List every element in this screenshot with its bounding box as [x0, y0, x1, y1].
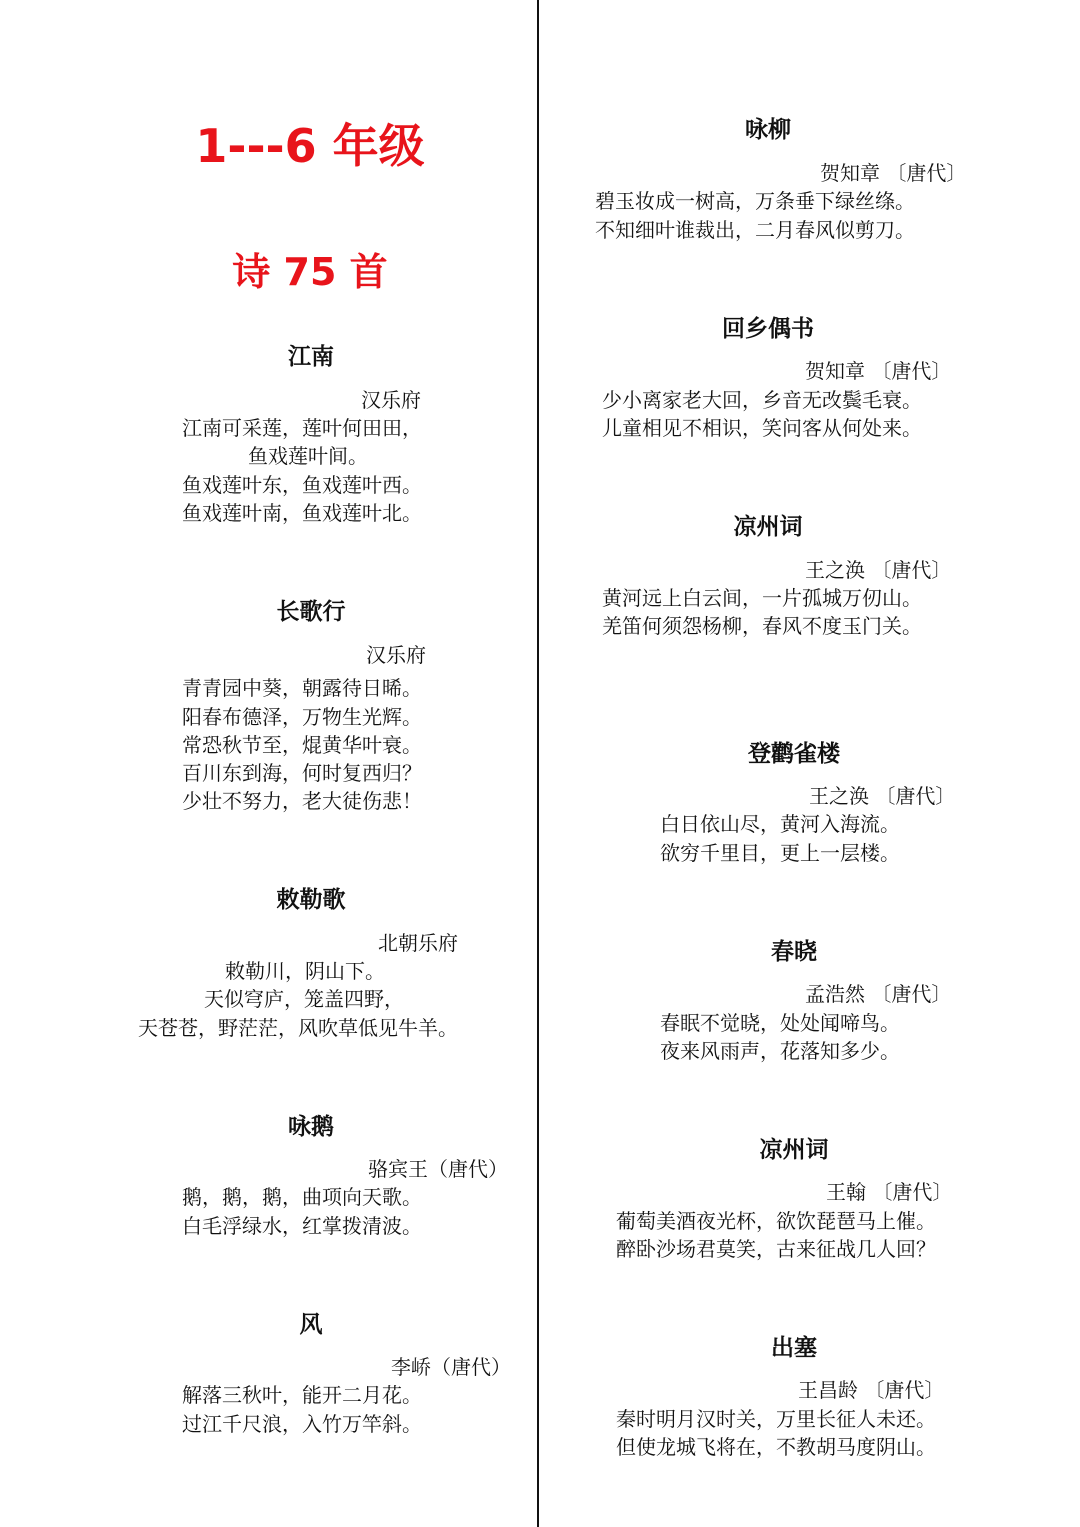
poem-line: 不知细叶谁裁出，二月春风似剪刀。	[595, 218, 915, 242]
poem-line: 阳春布德泽，万物生光辉。	[182, 705, 422, 729]
poem-line: 黄河远上白云间，一片孤城万仞山。	[602, 586, 922, 610]
poem-line: 天苍苍，野茫茫，风吹草低见牛羊。	[138, 1016, 458, 1040]
poem-title: 咏柳	[745, 117, 791, 143]
poem-title: 江南	[288, 344, 334, 370]
poem-title: 登鹳雀楼	[748, 741, 840, 767]
poem-title: 敕勒歌	[276, 887, 346, 913]
poem-title: 春晓	[771, 939, 817, 965]
poem-author: 贺知章 〔唐代〕	[820, 161, 967, 185]
poem-line: 少壮不努力，老大徒伤悲！	[182, 789, 422, 813]
poem-author: 王昌龄 〔唐代〕	[798, 1378, 945, 1402]
poem-author: 李峤（唐代）	[391, 1355, 511, 1379]
poem-line: 解落三秋叶，能开二月花。	[182, 1383, 422, 1407]
poem-line: 但使龙城飞将在，不教胡马度阴山。	[616, 1435, 936, 1459]
poem-line: 百川东到海，何时复西归？	[182, 761, 422, 785]
poem-count-heading: 诗 75 首	[232, 250, 388, 294]
poem-line: 青青园中葵，朝露待日晞。	[182, 676, 422, 700]
poem-line: 鹅，鹅，鹅，曲项向天歌。	[182, 1185, 422, 1209]
grade-heading: 1---6 年级	[195, 119, 425, 173]
poem-line: 白日依山尽，黄河入海流。	[660, 812, 900, 836]
poem-author: 汉乐府	[361, 388, 421, 412]
poem-line: 醉卧沙场君莫笑，古来征战几人回？	[616, 1237, 936, 1261]
poem-line: 秦时明月汉时关，万里长征人未还。	[616, 1407, 936, 1431]
poem-line: 天似穹庐，笼盖四野，	[204, 987, 404, 1011]
poem-title: 出塞	[771, 1335, 817, 1361]
column-divider	[537, 0, 539, 1527]
poem-title: 长歌行	[276, 599, 346, 625]
poem-author: 汉乐府	[366, 643, 426, 667]
poem-title: 回乡偶书	[722, 316, 814, 342]
poem-author: 贺知章 〔唐代〕	[805, 359, 952, 383]
poem-line: 夜来风雨声，花落知多少。	[660, 1039, 900, 1063]
poem-title: 咏鹅	[288, 1114, 334, 1140]
poem-author: 王翰 〔唐代〕	[826, 1180, 953, 1204]
poem-line: 羌笛何须怨杨柳，春风不度玉门关。	[602, 614, 922, 638]
poem-line: 春眠不觉晓，处处闻啼鸟。	[660, 1011, 900, 1035]
poem-line: 欲穷千里目，更上一层楼。	[660, 841, 900, 865]
poem-line: 鱼戏莲叶间。	[248, 444, 368, 468]
poem-title: 凉州词	[733, 514, 803, 540]
poem-line: 鱼戏莲叶南，鱼戏莲叶北。	[182, 501, 422, 525]
poem-author: 骆宾王（唐代）	[368, 1157, 508, 1181]
poem-author: 孟浩然 〔唐代〕	[805, 982, 952, 1006]
poem-line: 少小离家老大回，乡音无改鬓毛衰。	[602, 388, 922, 412]
poem-author: 王之涣 〔唐代〕	[809, 784, 956, 808]
poem-author: 王之涣 〔唐代〕	[805, 558, 952, 582]
poem-line: 白毛浮绿水，红掌拨清波。	[182, 1214, 422, 1238]
poem-title: 风	[299, 1312, 323, 1338]
poem-line: 碧玉妆成一树高，万条垂下绿丝绦。	[595, 189, 915, 213]
poem-line: 过江千尺浪，入竹万竿斜。	[182, 1412, 422, 1436]
poem-line: 常恐秋节至，焜黄华叶衰。	[182, 733, 422, 757]
poem-line: 鱼戏莲叶东，鱼戏莲叶西。	[182, 473, 422, 497]
poem-author: 北朝乐府	[378, 931, 458, 955]
poem-line: 葡萄美酒夜光杯，欲饮琵琶马上催。	[616, 1209, 936, 1233]
poem-line: 敕勒川，阴山下。	[225, 959, 385, 983]
poem-line: 儿童相见不相识，笑问客从何处来。	[602, 416, 922, 440]
poem-title: 凉州词	[759, 1137, 829, 1163]
poem-line: 江南可采莲，莲叶何田田，	[182, 416, 422, 440]
